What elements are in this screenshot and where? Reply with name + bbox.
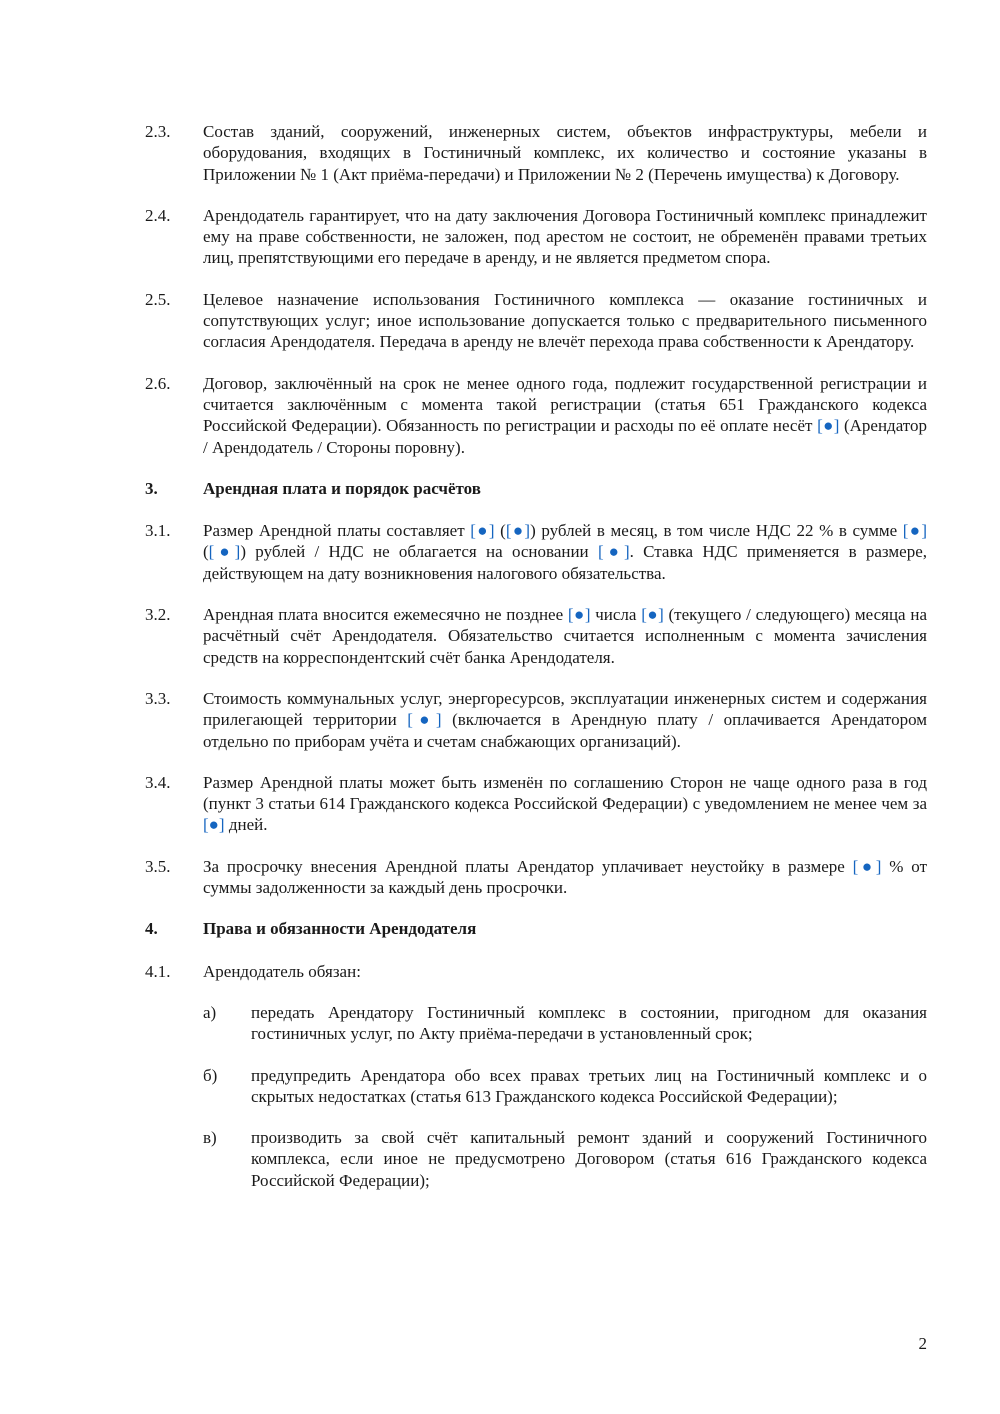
- text-part: Размер Арендной платы составляет: [203, 521, 471, 541]
- subclause-letter: а): [203, 1002, 217, 1022]
- text-part: (: [494, 521, 506, 541]
- page-number: 2: [918, 1334, 927, 1353]
- subclause-a: [203, 1002, 927, 1045]
- clause-text: Состав зданий, сооружений, инженерных систем, объектов инфраструктуры, мебели и оборудования, входящих в Гостиничный комплекс, их количество и состояние указаны в Приложении № 1 (Акт приёма-передачи) и Приложении № 2 (Перечень имущества) к Договору.: [203, 122, 927, 184]
- text-part: Арендная плата вносится ежемесячно не позднее: [203, 605, 568, 625]
- text-part: (: [203, 542, 209, 562]
- clause-3-3: [145, 688, 927, 752]
- placeholder-field[interactable]: [●]: [852, 856, 882, 876]
- text-part: Стоимость коммунальных услуг, энергоресурсов, эксплуатации инженерных систем и содержания прилегающей территории: [203, 688, 927, 730]
- clause-2-4: [145, 205, 927, 269]
- clause-4-1: [145, 961, 927, 982]
- clause-number: 2.6.: [145, 373, 171, 393]
- document-body: [145, 121, 927, 1211]
- clause-2-6: [145, 373, 927, 458]
- subclause-text: передать Арендатору Гостиничный комплекс в состоянии, пригодном для оказания гостиничных услуг, по Акту приёма-передачи в установленный срок;: [251, 1002, 927, 1044]
- placeholder-field[interactable]: [●]: [567, 605, 591, 625]
- section-heading-4: [145, 918, 927, 939]
- clause-2-5: [145, 289, 927, 353]
- clause-text: Арендодатель гарантирует, что на дату заключения Договора Гостиничный комплекс принадлежит ему на праве собственности, не заложен, под арестом не состоит, не обременён правами третьих лиц, препятствующими его передаче в аренду, и не является предметом спора.: [203, 205, 927, 268]
- placeholder-field[interactable]: [●]: [407, 710, 442, 730]
- placeholder-field[interactable]: [●]: [817, 416, 840, 436]
- text-part: (текущего / следующего) месяца на расчётный счёт Арендодателя. Обязательство считается исполненным с момента зачисления средств на корреспондентский счёт банка Арендодателя.: [203, 605, 927, 667]
- text-part: (включается в Арендную плату / оплачивается Арендатором отдельно по приборам учёта и счетам снабжающих организаций).: [203, 710, 928, 751]
- clause-number: 4.1.: [145, 961, 171, 981]
- text-part: Договор, заключённый на срок не менее одного года, подлежит государственной регистрации и считается заключённым с момента такой регистрации (статья 651 Гражданского кодекса Российской Федерации). Обязанность по регистрации и расходы по её оплате несёт: [203, 373, 927, 436]
- text-part: дней.: [224, 815, 268, 835]
- text-part: % от суммы задолженности за каждый день просрочки.: [203, 856, 928, 898]
- subclause-v: [203, 1127, 927, 1191]
- placeholder-field[interactable]: [●]: [505, 521, 531, 541]
- subclause-letter: б): [203, 1065, 218, 1085]
- section-heading-3: [145, 478, 927, 499]
- text-part: ) рублей в месяц, в том числе НДС 22 % в сумме: [530, 521, 903, 541]
- placeholder-field[interactable]: [●]: [470, 521, 495, 541]
- clause-text: [203, 688, 927, 752]
- subclause-text: производить за свой счёт капитальный ремонт зданий и сооружений Гостиничного комплекса, если иное не предусмотрено Договором (статья 616 Гражданского кодекса Российской Федерации);: [251, 1128, 927, 1190]
- clause-text: Арендодатель обязан:: [203, 961, 361, 981]
- clause-text: Целевое назначение использования Гостиничного комплекса — оказание гостиничных и сопутствующих услуг; иное использование допускается только с предварительного письменного согласия Арендодателя. Передача в аренду не влечёт перехода права собственности к Арендатору.: [203, 289, 927, 352]
- clause-number: 2.4.: [145, 205, 171, 225]
- clause-3-5: [145, 856, 927, 899]
- clause-number: 3.3.: [145, 688, 171, 708]
- placeholder-field[interactable]: [●]: [208, 542, 241, 562]
- section-title: Арендная плата и порядок расчётов: [203, 478, 481, 498]
- clause-3-4: [145, 772, 927, 836]
- clause-2-3: [145, 121, 927, 185]
- placeholder-field[interactable]: [●]: [597, 542, 630, 562]
- text-part: . Ставка НДС применяется в размере, действующем на дату возникновения налогового обязательства.: [203, 542, 927, 583]
- section-number: 3.: [145, 478, 158, 498]
- text-part: ) рублей / НДС не облагается на основании: [240, 542, 598, 562]
- text-part: (Арендатор / Арендодатель / Стороны поровну).: [203, 416, 927, 457]
- clause-text: [203, 520, 927, 584]
- clause-3-1: [145, 520, 927, 584]
- clause-text: [203, 373, 927, 458]
- placeholder-field[interactable]: [●]: [641, 605, 664, 625]
- placeholder-field[interactable]: [●]: [203, 815, 225, 835]
- subclause-b: [203, 1065, 927, 1108]
- clause-number: 3.2.: [145, 605, 171, 625]
- clause-number: 3.4.: [145, 772, 171, 792]
- clause-text: [203, 604, 927, 668]
- clause-number: 3.5.: [145, 856, 171, 876]
- clause-number: 2.5.: [145, 289, 171, 309]
- subclause-letter: в): [203, 1128, 217, 1148]
- text-part: числа: [590, 605, 642, 625]
- clause-number: 3.1.: [145, 521, 171, 541]
- placeholder-field[interactable]: [●]: [902, 521, 928, 541]
- clause-3-2: [145, 604, 927, 668]
- clause-number: 2.3.: [145, 122, 171, 141]
- clause-text: [203, 772, 927, 836]
- clause-text: [203, 856, 927, 899]
- text-part: За просрочку внесения Арендной платы Арендатор уплачивает неустойку в размере: [203, 856, 853, 876]
- section-title: Права и обязанности Арендодателя: [203, 919, 477, 939]
- text-part: Размер Арендной платы может быть изменён по соглашению Сторон не чаще одного раза в год (пункт 3 статьи 614 Гражданского кодекса Российской Федерации) с уведомлением не менее чем за: [203, 772, 927, 814]
- section-number: 4.: [145, 919, 158, 939]
- subclause-text: предупредить Арендатора обо всех правах третьих лиц на Гостиничный комплекс и о скрытых недостатках (статья 613 Гражданского кодекса Российской Федерации);: [251, 1065, 927, 1106]
